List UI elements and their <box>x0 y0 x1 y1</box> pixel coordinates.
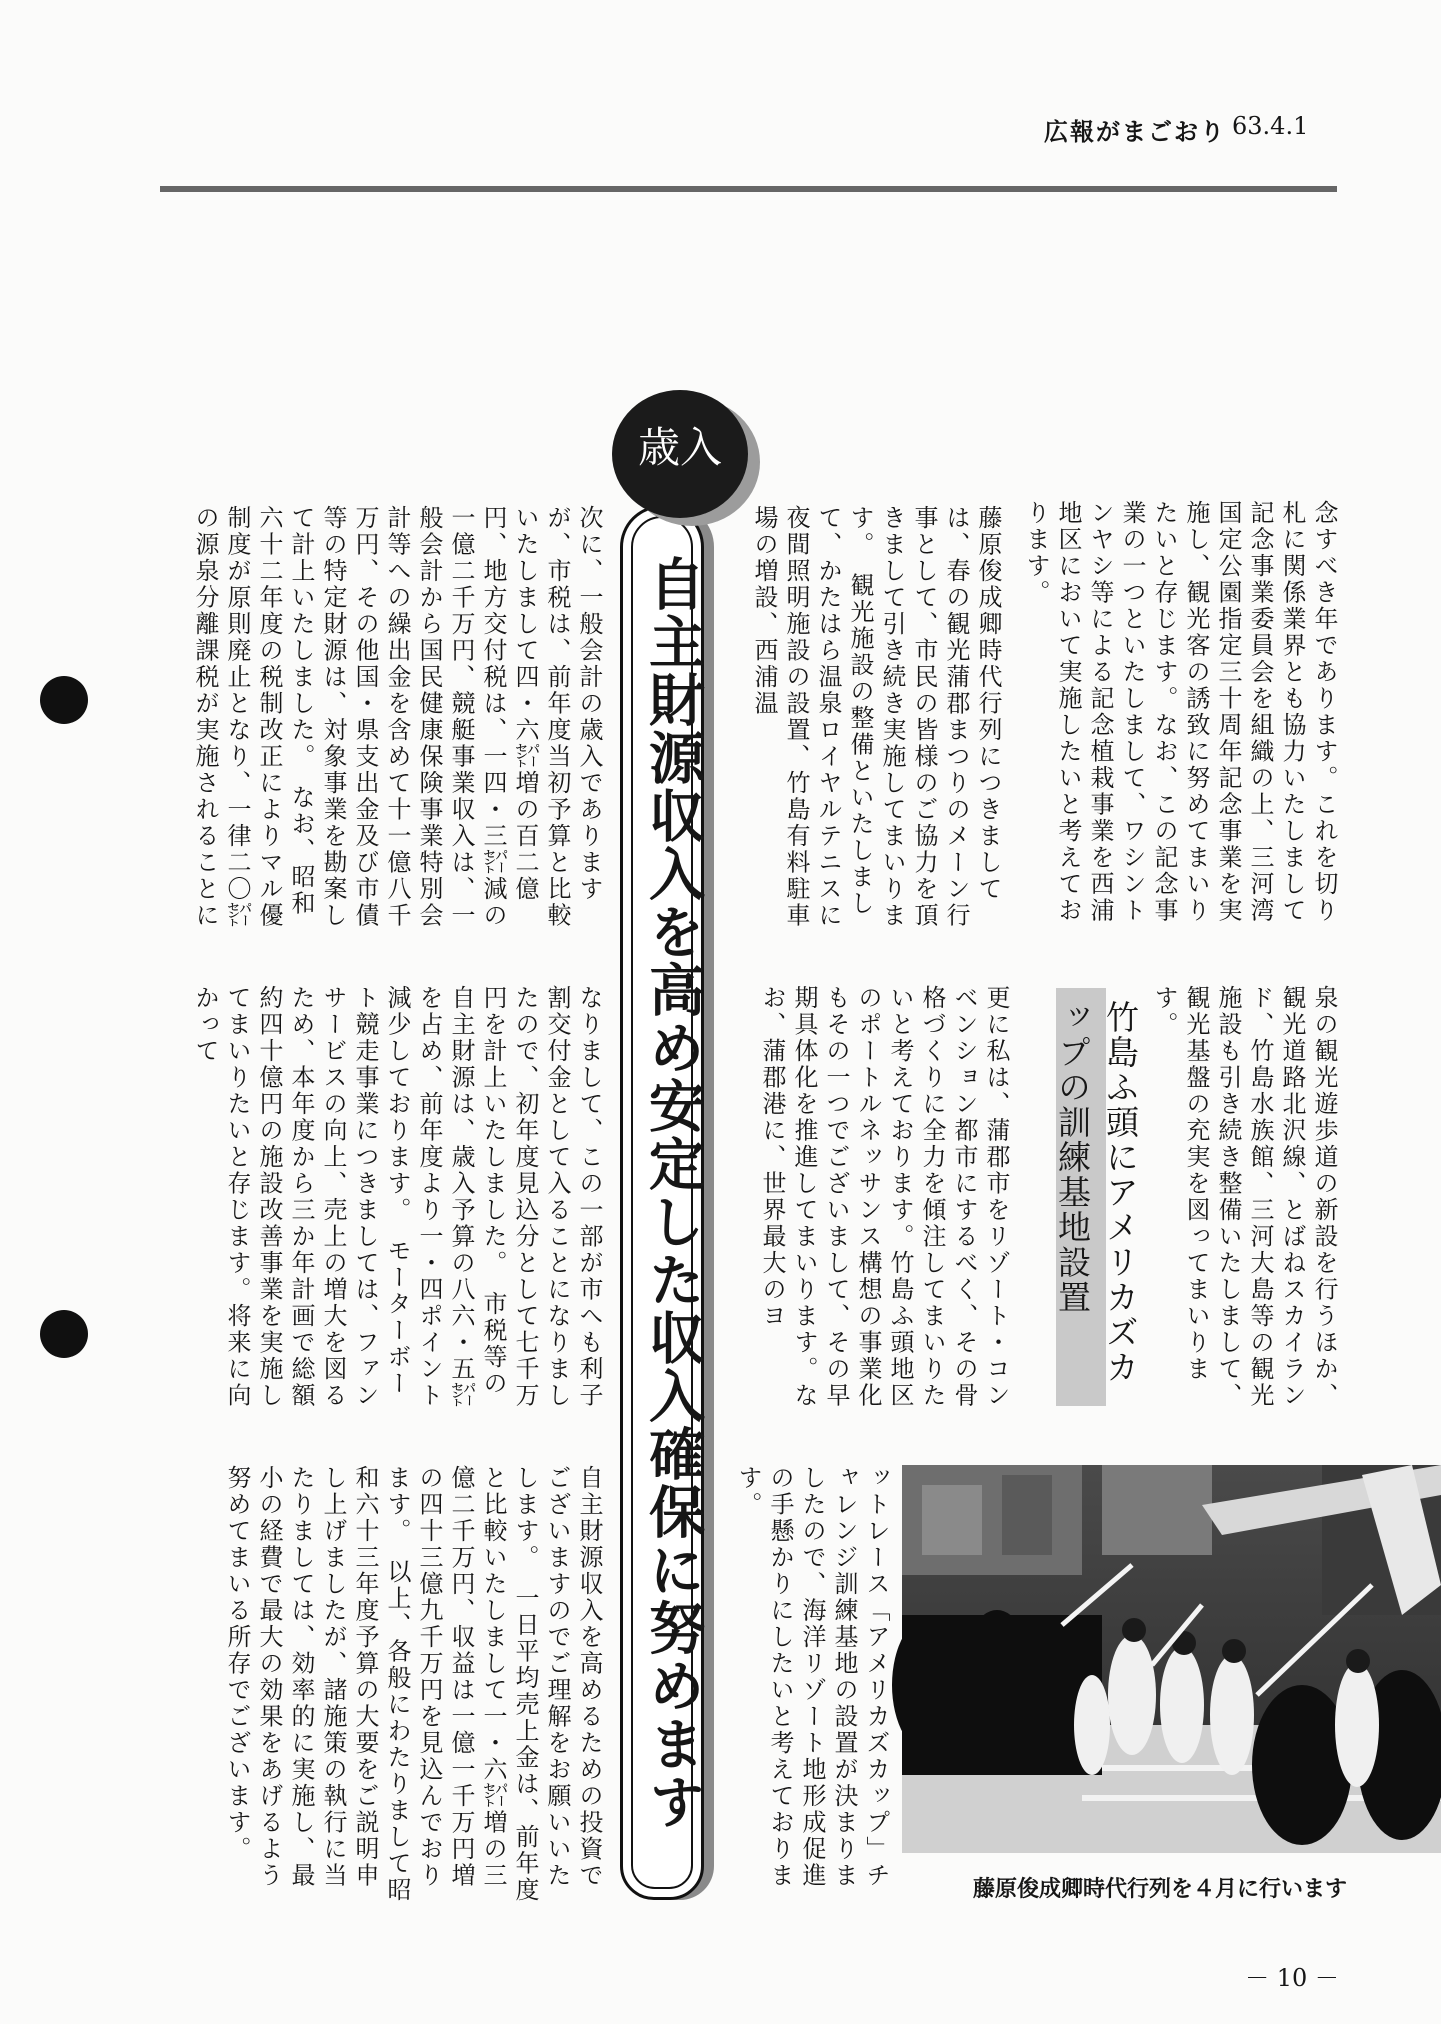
section-badge <box>612 390 748 518</box>
procession-photo <box>902 1465 1441 1853</box>
punch-hole-top <box>40 676 88 724</box>
article-column-mid-left: なりまして、この一部が市へも利子割交付金として入ることになりましたので、初年度見込分として七千万円を計上いたしました。 市税等の自主財源は、歳入予算の八六・五㌫を占め、前年度より一・四ポイント減少しております。 モーターボート競走事業につきましては、ファンサービスの向上、売上の増大を図るため、本年度から三か年計画で総額約四十億円の施設改善事業を実施してまいりたいと存じます。将来に向かって <box>191 985 603 1409</box>
article-column-lower-left: 自主財源収入を高めるための投資でございますのでご理解をお願いいたします。 一日平均売上金は、前年度と比較いたしまして一・六㌫増の三億二千万円、収益は一億一千万円増の四十三億九千万円を見込んでおります。 以上、各般にわたりまして昭和六十三年度予算の大要をご説明申し上げましたが、諸施策の執行に当たりましては、効率的に実施し、最小の経費で最大の効果をあげるよう努めてまいる所存でございます。 <box>223 1465 603 1904</box>
publication-title: 広報がまごおり <box>1044 118 1226 146</box>
article-column-upper-right: 念すべき年であります。これを切り札に関係業界とも協力いたしまして記念事業委員会を組織の上、三河湾国定公園指定三十周年記念事業を実施し、観光客の誘致に努めてまいりたいと存じます。なお、この記念事業の一つといたしまして、ワシントンヤシ等による記念植栽事業を西浦地区において実施したいと考えております。 <box>1022 500 1338 924</box>
issue-date: 63.4.1 <box>1232 112 1309 140</box>
punch-hole-bottom <box>40 1310 88 1358</box>
article-column-upper-mid: 藤原俊成卿時代行列につきましては、春の観光蒲郡まつりのメーン行事として、市民の皆様のご協力を頂きまして引き続き実施してまいります。 観光施設の整備といたしまして、かたはら温泉ロイヤルテニスに夜間照明施設の設置、竹島有料駐車場の増設、西浦温 <box>750 505 1002 929</box>
article-column-upper-left: 次に、一般会計の歳入でありますが、市税は、前年度当初予算と比較いたしまして四・六㌫増の百二億円、地方交付税は、一四・三㌫減の一億二千万円、競艇事業収入は、一般会計から国民健康保険事業特別会計等への繰出金を含めて十一億八千万円、その他国・県支出金及び市債等の特定財源は、対象事業を勘案して計上いたしました。 なお、昭和六十二年度の税制改正によりマル優制度が原則廃止となり、一律二〇㌫の源泉分離課税が実施されることに <box>191 505 603 929</box>
article-column-lower-center: ットレース「アメリカズカップ」チャレンジ訓練基地の設置が決まりましたので、海洋リゾート地形成促進の手懸かりにしたいと考えております。 <box>734 1465 890 1889</box>
article-column-mid-center: 更に私は、蒲郡市をリゾート・コンベンション都市にするべく、その骨格づくりに全力を傾注してまいりたいと考えております。竹島ふ頭地区のポートルネッサンス構想の事業化もその一つでございまして、その早期具体化を推進してまいります。なお、蒲郡港に、世界最大のヨ <box>758 985 1010 1409</box>
section-badge-label: 歳入 <box>637 423 722 472</box>
subheading: 竹島ふ頭にアメリカズカップの訓練基地設置 <box>1053 1000 1140 1385</box>
header-rule <box>160 186 1337 192</box>
article-column-mid-right: 泉の観光遊歩道の新設を行うほか、観光道路北沢線、とばねスカイランド、竹島水族館、三河大島等の観光施設も引き続き整備いたしまして、観光基盤の充実を図ってまいります。 <box>1150 985 1338 1409</box>
procession-photo-image <box>902 1465 1441 1853</box>
page-number: － 10 － <box>1245 1964 1339 1992</box>
section-headline: 自主財源収入を高め安定した収入確保に努めます <box>640 555 705 1831</box>
photo-caption: 藤原俊成卿時代行列を４月に行います <box>972 1877 1347 1902</box>
